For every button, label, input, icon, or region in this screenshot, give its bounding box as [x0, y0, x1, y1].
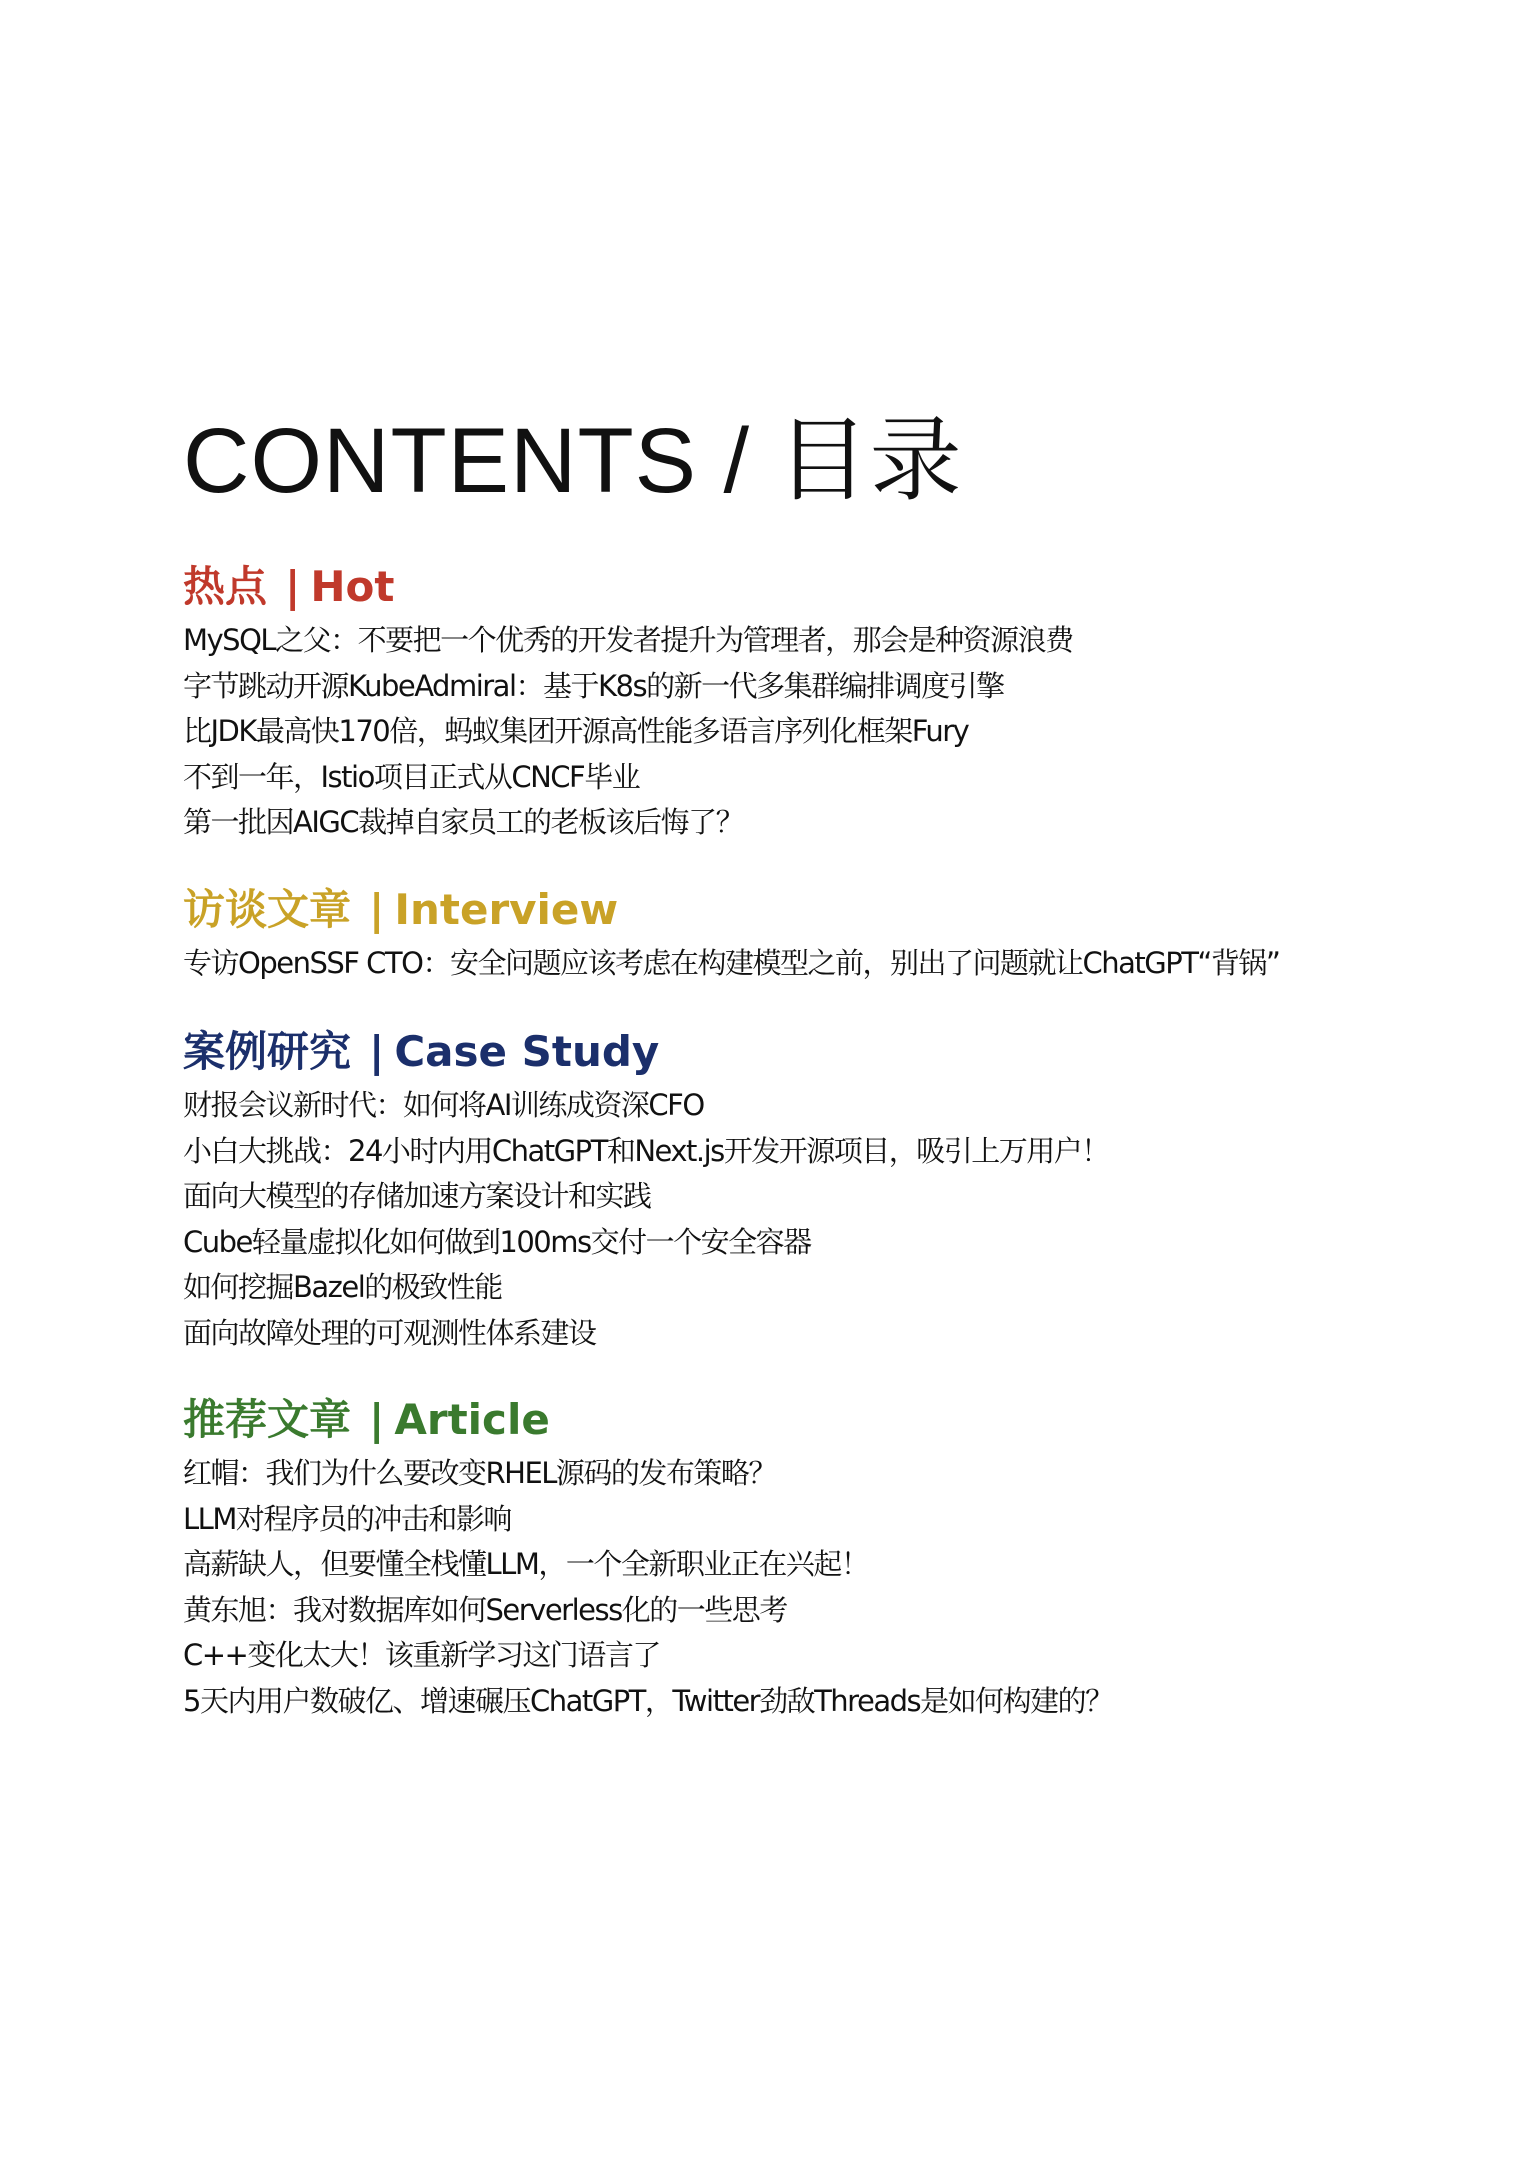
article-link[interactable]: 小白大挑战：24小时内用ChatGPT和Next.js开发开源项目，吸引上万用户！: [183, 1133, 1109, 1168]
article-link[interactable]: Cube轻量虚拟化如何做到100ms交付一个安全容器: [183, 1224, 811, 1259]
section-hot: [183, 556, 1423, 846]
article-link[interactable]: 5天内用户数破亿、增速碾压ChatGPT，Twitter劲敌Threads是如何构建的？: [183, 1683, 1113, 1718]
article-link[interactable]: 比JDK最高快170倍，蚂蚁集团开源高性能多语言序列化框架Fury: [183, 714, 969, 748]
article-list-article: [183, 1451, 1423, 1724]
section-name-en: Hot: [310, 562, 395, 611]
section-name-en: Article: [394, 1395, 550, 1444]
article-list-hot: [183, 618, 1423, 846]
section-name-cn: 热点: [183, 562, 268, 611]
section-separator: |: [369, 885, 385, 934]
article-link[interactable]: 财报会议新时代：如何将AI训练成资深CFO: [183, 1088, 704, 1122]
article-link[interactable]: 红帽：我们为什么要改变RHEL源码的发布策略？: [183, 1456, 776, 1490]
section-heading-hot: [183, 556, 1423, 618]
section-article: [183, 1389, 1423, 1724]
section-name-cn: 访谈文章: [183, 885, 352, 934]
page-title: CONTENTS / 目录: [183, 410, 963, 512]
section-heading-article: [183, 1389, 1423, 1451]
article-link[interactable]: 如何挖掘Bazel的极致性能: [183, 1270, 502, 1304]
section-interview: [183, 879, 1423, 987]
article-link[interactable]: LLM对程序员的冲击和影响: [183, 1501, 511, 1536]
article-link[interactable]: MySQL之父：不要把一个优秀的开发者提升为管理者，那会是种资源浪费: [183, 623, 1073, 657]
section-separator: |: [369, 1395, 385, 1444]
section-case-study: [183, 1021, 1423, 1356]
section-separator: |: [369, 1027, 385, 1076]
article-list-interview: [183, 941, 1423, 987]
article-link[interactable]: 面向故障处理的可观测性体系建设: [183, 1315, 596, 1350]
section-name-cn: 推荐文章: [183, 1395, 352, 1444]
article-link[interactable]: 高薪缺人，但要懂全栈懂LLM，一个全新职业正在兴起！: [183, 1547, 869, 1581]
section-separator: |: [285, 562, 301, 611]
article-link[interactable]: 不到一年，Istio项目正式从CNCF毕业: [183, 759, 640, 794]
article-list-case-study: [183, 1083, 1423, 1356]
section-heading-interview: [183, 879, 1423, 941]
article-link[interactable]: 面向大模型的存储加速方案设计和实践: [183, 1179, 651, 1213]
article-link[interactable]: 第一批因AIGC裁掉自家员工的老板该后悔了？: [183, 805, 744, 839]
section-heading-case-study: [183, 1021, 1423, 1083]
section-name-cn: 案例研究: [183, 1027, 352, 1076]
section-name-en: Interview: [394, 885, 619, 934]
article-link[interactable]: 字节跳动开源KubeAdmiral：基于K8s的新一代多集群编排调度引擎: [183, 668, 1004, 703]
article-link[interactable]: 专访OpenSSF CTO：安全问题应该考虑在构建模型之前，别出了问题就让ChatGPT“背锅”: [183, 946, 1280, 980]
section-name-en: Case Study: [394, 1027, 660, 1076]
article-link[interactable]: C++变化太大！该重新学习这门语言了: [183, 1638, 660, 1672]
article-link[interactable]: 黄东旭：我对数据库如何Serverless化的一些思考: [183, 1592, 787, 1627]
